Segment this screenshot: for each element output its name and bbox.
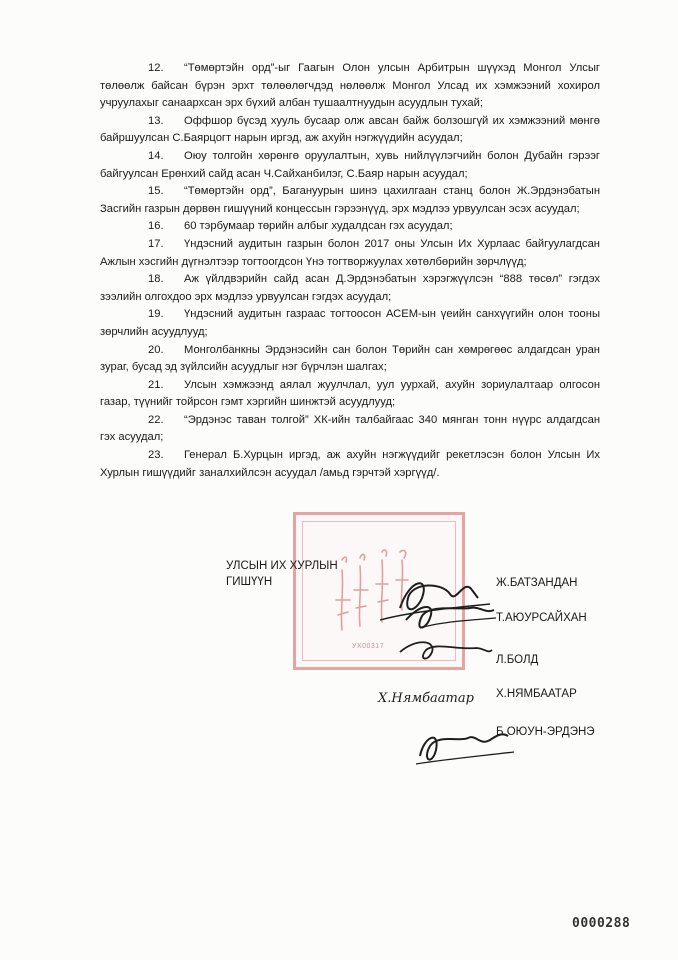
list-item [100, 377, 600, 412]
office-title [226, 558, 338, 590]
item-number: 13. [148, 114, 164, 127]
list-item [100, 60, 600, 113]
item-number: 20. [148, 343, 164, 356]
signature-oyun-erdene [410, 716, 520, 772]
signer-name: Л.БОЛД [496, 654, 539, 666]
list-item [100, 236, 600, 271]
item-number: 16. [148, 220, 164, 233]
item-text: “Эрдэнэс таван толгой” ХК-ийн талбайгаас 340 мянган тонн нүүрс алдагдсан гэх асуудал; [100, 413, 600, 444]
item-number: 12. [148, 62, 164, 74]
item-number: 19. [148, 308, 164, 321]
item-text: Оюу толгойн хөрөнгө оруулалтын, хувь нийлүүлэгчийн болон Дубайн гэрээг байгуулсан Ерөнхий сайд асан Ч.Сайханбилэг, С.Баяр нарын асуудал; [100, 149, 600, 180]
item-number: 17. [148, 237, 164, 250]
item-number: 21. [148, 378, 164, 391]
item-number: 15. [148, 185, 164, 198]
item-number: 18. [148, 273, 164, 286]
item-text: Улсын хэмжээнд аялал жуулчлал, уул уурхай, ахуйн зориулалтаар олгосон газар, түүнийг тойрсон гэмт хэргийн шинжтэй асуудлууд; [100, 378, 600, 409]
item-number: 22. [148, 413, 164, 426]
signer-name: Б.ОЮУН-ЭРДЭНЭ [496, 726, 595, 738]
list-item [100, 113, 600, 148]
list-item [100, 218, 600, 236]
list-item [100, 412, 600, 447]
item-text: Генерал Б.Хурцын иргэд, аж ахуйн нэгжүүдийг рекетлэсэн болон Улсын Их Хурлын гишүүдийг заналхийлсэн асуудал /амьд гэрчтэй хэргүүд/. [100, 449, 600, 479]
item-text: Үндэсний аудитын газраас тогтоосон АСЕМ-ын үеийн санхүүгийн олон тооны зөрчлийн асуудлууд; [100, 308, 600, 338]
item-text: Монголбанкны Эрдэнэсийн сан болон Төрийн сан хөмрөгөөс алдагдсан уран зураг, бусад эд зүйлсийн асуудлыг нэг бүрчлэн шалгах; [100, 343, 600, 374]
item-text: 60 тэрбумаар төрийн албыг худалдсан гэх асуудал; [184, 220, 453, 233]
list-item [100, 148, 600, 183]
signature-bold [396, 632, 496, 672]
list-item [100, 447, 600, 482]
list-item [100, 306, 600, 341]
item-text: Үндэсний аудитын газрын болон 2017 оны Улсын Их Хурлаас байгуулагдсан Ажлын хэсгийн дүгнэлтээр тогтоогдсон Үнэ тогтворжуулах хөтөлбөрийн зөрчлүүд; [100, 237, 600, 268]
item-text: Оффшор бүсэд хууль бусаар олж авсан байж болзошгүй их хэмжээний мөнгө байршуулсан С.Баярцогт нарын иргэд, аж ахуйн нэгжүүдийн асуудал; [100, 114, 600, 145]
item-text: “Төмөртэйн орд”-ыг Гаагын Олон улсын Арбитрын шүүхэд Монгол Улсыг төлөөлж байсан бүрэн эрхт төлөөлөгчдэд нөлөөлж Монгол Улсад их хэмжээний хохирол учруулахыг санаархсан эрх бүхий албан тушаалтнуудын асуудлын тухай; [100, 62, 600, 110]
signature-nyambaatar [376, 680, 486, 710]
stamp-code: УХ00317 [352, 643, 385, 650]
signer-name: Ж.БАТЗАНДАН [496, 577, 578, 589]
signature-handwriting: Х.Нямбаатар [378, 691, 474, 706]
article-list [100, 60, 600, 482]
item-number: 14. [148, 149, 164, 162]
list-item [100, 271, 600, 306]
list-item [100, 342, 600, 377]
list-item [100, 183, 600, 218]
office-line-1: УЛСЫН ИХ ХУРЛЫН [226, 560, 338, 572]
item-text: “Төмөртэйн орд”, Багануурын шинэ цахилгаан станц болон Ж.Эрдэнэбатын Засгийн газрын дөрвөн гишүүний концессын гэрээнүүд, эрх мэдлээ урвуулсан эсэх асуудал; [100, 185, 600, 215]
signer-name: Х.НЯМБААТАР [496, 688, 577, 700]
serial-number: 0000288 [572, 916, 631, 931]
item-text: Аж үйлдвэрийн сайд асан Д.Эрдэнэбатын хэрэгжүүлсэн “888 төсөл” гэгдэх зээлийн олгохдоо эрх мэдлээ урвуулсан гэгдэх асуудал; [100, 273, 600, 303]
signer-name: Т.АЮУРСАЙХАН [496, 612, 587, 624]
item-number: 23. [148, 449, 164, 462]
office-line-2: ГИШҮҮН [226, 576, 273, 588]
